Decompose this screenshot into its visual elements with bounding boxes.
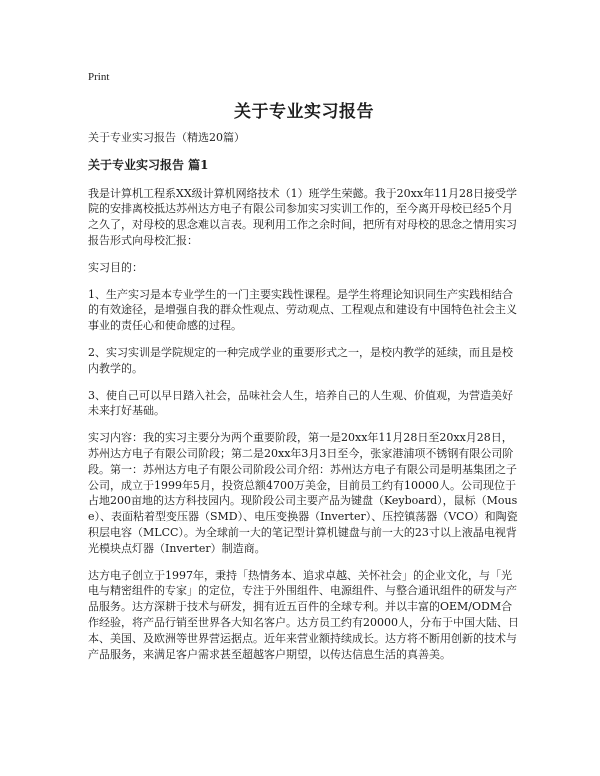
paragraph-company: 达方电子创立于1997年，秉持「热情务本、追求卓越、关怀社会」的企业文化，与「光电与精密组件的专家」的定位，专注于外围组件、电源组件、与整合通讯组件的研发与产品服务。达方深耕于技术与研发，拥有近五百件的全球专利。并以丰富的OEM/ODM合作经验，将产品行销至世界各大知名客户。达方员工约有20000人，分布于中国大陆、日本、美国、及欧洲等世界营运据点。近年来营业额持续成长。达方将不断用创新的技术与产品服务，来满足客户需求甚至超越客户期望，以传达信息生活的真善美。: [88, 568, 519, 661]
paragraph-content: 实习内容：我的实习主要分为两个重要阶段，第一是20xx年11月28日至20xx月28日，苏州达方电子有限公司阶段；第二是20xx年3月3日至今，张家港浦项不锈钢有限公司阶段。第一：苏州达方电子有限公司阶段公司介绍：苏州达方电子有限公司是明基集团之子公司，成立于1999年5月，投资总额4700万美金，目前员工约有10000人。公司现位于占地200亩地的达方科技园内。现阶段公司主要产品为键盘（Keyboard），鼠标（Mouse）、表面粘着型变压器（SMD）、电压变换器（Inverter）、压控镇荡器（VCO）和陶瓷积层电容（MLCC）。为全球前一大的笔记型计算机键盘与前一大的23寸以上液晶电视背光模块点灯器（Inverter）制造商。: [88, 431, 518, 555]
paragraph-purpose-1: 1、生产实习是本专业学生的一门主要实践性课程。是学生将理论知识同生产实践相结合的有效途径，是增强自我的群众性观点、劳动观点、工程观点和建设有中国特色社会主义事业的责任心和使命感的过程。: [88, 287, 517, 333]
print-link[interactable]: Print: [88, 71, 110, 83]
paragraph-purpose-label: 实习目的：: [88, 260, 143, 274]
paragraph-purpose-2: 2、实习实训是学院规定的一种完成学业的重要形式之一，是校内教学的延续，而且是校内教学的。: [88, 345, 513, 375]
document-subtitle: 关于专业实习报告（精选20篇）: [88, 131, 245, 144]
document-title: 关于专业实习报告: [234, 102, 374, 122]
section-heading: 关于专业实习报告 篇1: [88, 157, 209, 172]
document-body: [88, 130, 520, 673]
paragraph-purpose-3: 3、使自己可以早日踏入社会，品味社会人生，培养自己的人生观、价值观，为营造美好未来打好基础。: [88, 388, 513, 418]
paragraph-intro: 我是计算机工程系XX级计算机网络技术（1）班学生荣懿。我于20xx年11月28日接受学院的安排离校抵达苏州达方电子有限公司参加实习实训工作的，至今离开母校已经5个月之久了，对母校的思念难以言表。现利用工作之余时间，把所有对母校的思念之情用实习报告形式向母校汇报：: [88, 186, 518, 247]
